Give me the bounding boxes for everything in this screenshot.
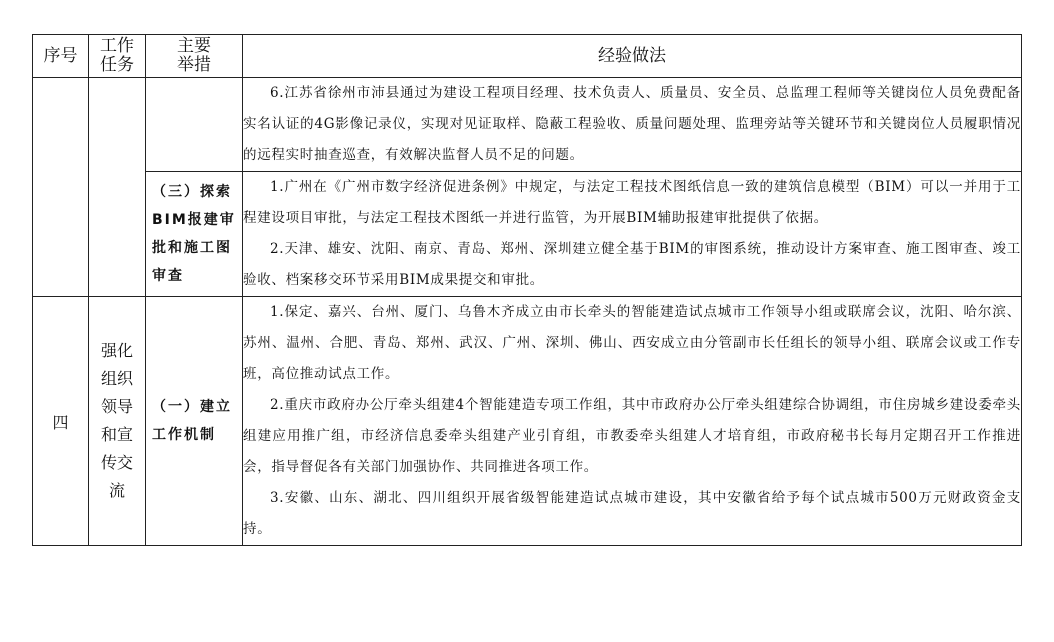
row-no-cell [33, 78, 89, 297]
experience-table [32, 34, 1022, 546]
row-measure-cell [146, 78, 243, 172]
header-method: 经验做法 [243, 35, 1022, 78]
row-measure-cell [146, 172, 243, 297]
row-measure-text: （一）建立工作机制 [152, 399, 232, 443]
header-no: 序号 [33, 35, 89, 78]
row-method-cell [243, 78, 1022, 172]
row-task-cell [89, 297, 146, 546]
row-measure-text: （三）探索BIM报建审批和施工图审查 [152, 184, 236, 284]
method-paragraph: 6.江苏省徐州市沛县通过为建设工程项目经理、技术负责人、质量员、安全员、总监理工程师等关键岗位人员免费配备实名认证的4G影像记录仪，实现对见证取样、隐蔽工程验收、质量问题处理、监理旁站等关键环节和关键岗位人员履职情况的远程实时抽查巡查，有效解决监督人员不足的问题。 [243, 85, 1021, 163]
row-task-text: 强化组织领导和宣传交流 [100, 341, 133, 500]
table-row [33, 297, 1022, 546]
header-measure-text: 主要举措 [177, 36, 211, 75]
row-measure-cell [146, 297, 243, 546]
table-row [33, 78, 1022, 172]
method-paragraph: 2.重庆市政府办公厅牵头组建4个智能建造专项工作组，其中市政府办公厅牵头组建综合协调组，市住房城乡建设委牵头组建应用推广组，市经济信息委牵头组建产业引育组，市教委牵头组建人才培育组，市政府秘书长每月定期召开工作推进会，指导督促各有关部门加强协作、共同推进各项工作。 [243, 397, 1021, 475]
row-task-cell [89, 78, 146, 297]
row-method-cell [243, 297, 1022, 546]
method-paragraph: 1.保定、嘉兴、台州、厦门、乌鲁木齐成立由市长牵头的智能建造试点城市工作领导小组或联席会议，沈阳、哈尔滨、苏州、温州、合肥、青岛、郑州、武汉、广州、深圳、佛山、西安成立由分管副市长任组长的领导小组、联席会议或工作专班，高位推动试点工作。 [243, 304, 1021, 382]
method-paragraph: 1.广州在《广州市数字经济促进条例》中规定，与法定工程技术图纸信息一致的建筑信息模型（BIM）可以一并用于工程建设项目审批，与法定工程技术图纸一并进行监管，为开展BIM辅助报建审批提供了依据。 [243, 179, 1021, 226]
row-no-cell: 四 [33, 297, 89, 546]
table-row [33, 172, 1022, 297]
header-measure [146, 35, 243, 78]
header-task-text: 工作任务 [100, 36, 134, 75]
method-paragraph: 2.天津、雄安、沈阳、南京、青岛、郑州、深圳建立健全基于BIM的审图系统，推动设计方案审查、施工图审查、竣工验收、档案移交环节采用BIM成果提交和审批。 [243, 241, 1021, 288]
row-method-cell [243, 172, 1022, 297]
header-task [89, 35, 146, 78]
header-row [33, 35, 1022, 78]
method-paragraph: 3.安徽、山东、湖北、四川组织开展省级智能建造试点城市建设，其中安徽省给予每个试点城市500万元财政资金支持。 [243, 490, 1021, 537]
